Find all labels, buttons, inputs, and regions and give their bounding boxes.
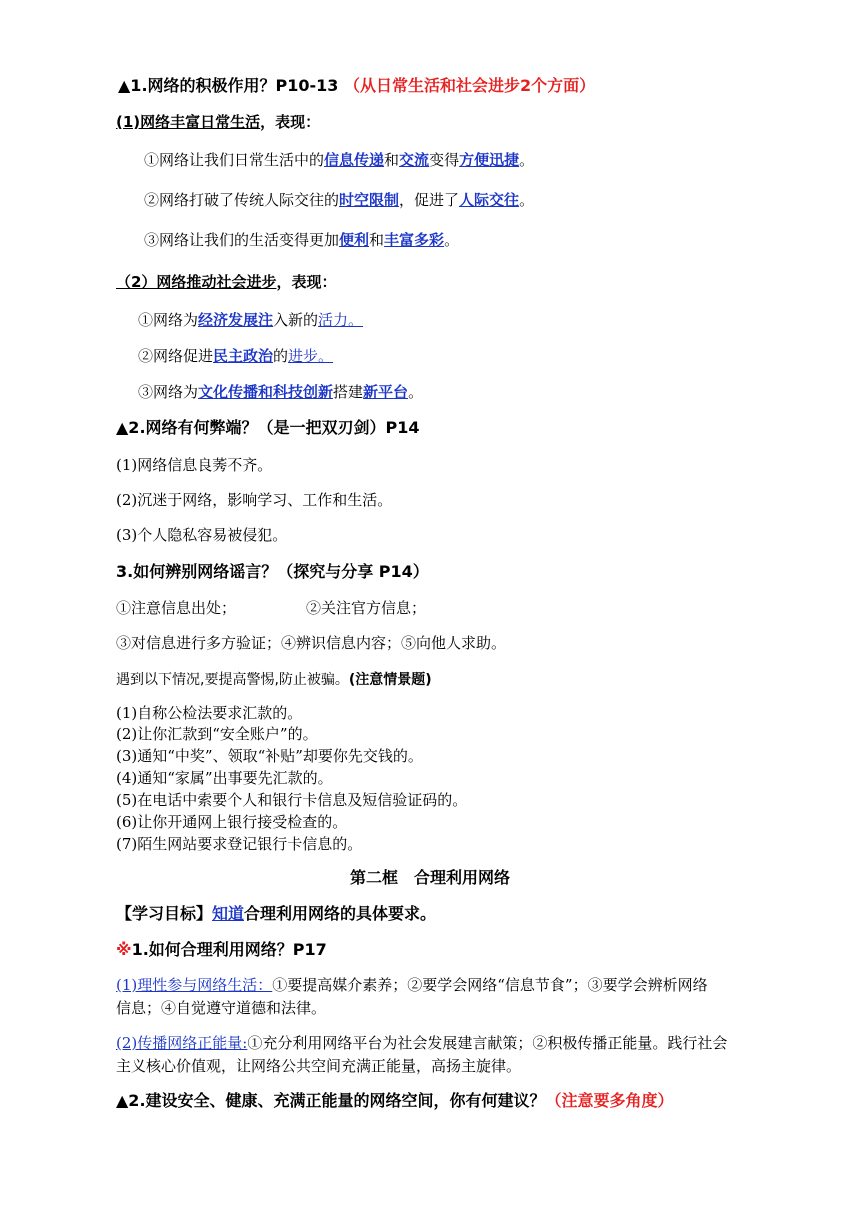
p2-heading: （2）网络推动社会进步，表现： (116, 273, 337, 291)
p2-item-3: ③网络为文化传播和科技创新搭建新平台。 (138, 383, 424, 401)
q1-p1-line2: 信息；④自觉遵守道德和法律。 (116, 999, 327, 1017)
list-item: (3)通知“中奖”、领取“补贴”却要你先交钱的。 (116, 747, 423, 765)
s3-line-1: ①注意信息出处； (116, 599, 237, 617)
list-item: (6)让你开通网上银行接受检查的。 (116, 813, 348, 831)
q2-title: ▲2.建设安全、健康、充满正能量的网络空间，你有何建议？（注意要多角度） (116, 1091, 674, 1110)
section3-title: 3.如何辨别网络谣言？（探究与分享 P14） (116, 562, 429, 581)
s3-line-1b: ②关注官方信息； (306, 599, 427, 617)
s2-item-2: (2)沉迷于网络，影响学习、工作和生活。 (116, 491, 393, 509)
warn-line: 遇到以下情况,要提高警惕,防止被骗。(注意情景题) (116, 672, 432, 688)
section2-title: ▲2.网络有何弊端？（是一把双刃剑）P14 (116, 418, 420, 437)
p1-heading: (1)网络丰富日常生活，表现： (116, 113, 321, 131)
list-item: (7)陌生网站要求登记银行卡信息的。 (116, 835, 363, 853)
section1-title: ▲1.网络的积极作用？P10-13 （从日常生活和社会进步2个方面） (118, 76, 596, 95)
section1-note: （从日常生活和社会进步2个方面） (344, 76, 596, 95)
q1-title: ※1.如何合理利用网络？P17 (116, 940, 327, 959)
list-item: (4)通知“家属”出事要先汇款的。 (116, 769, 333, 787)
p2-item-1: ①网络为经济发展注入新的活力。 (138, 311, 364, 329)
q1-p2-line2: 主义核心价值观，让网络公共空间充满正能量，高扬主旋律。 (116, 1057, 522, 1075)
p1-item-1: ①网络让我们日常生活中的信息传递和交流变得方便迅捷。 (144, 151, 535, 169)
list-item: (2)让你汇款到“安全账户”的。 (116, 725, 318, 743)
learning-goal: 【学习目标】知道合理利用网络的具体要求。 (116, 904, 437, 923)
q1-p1-line1: (1)理性参与网络生活：①要提高媒介素养；②要学会网络“信息节食”；③要学会辨析网络 (116, 976, 708, 994)
p2-item-2: ②网络促进民主政治的进步。 (138, 347, 334, 365)
q1-p2-line1: (2)传播网络正能量:①充分利用网络平台为社会发展建言献策；②积极传播正能量。践行社会 (116, 1034, 728, 1052)
s2-item-3: (3)个人隐私容易被侵犯。 (116, 526, 288, 544)
p1-item-3: ③网络让我们的生活变得更加便利和丰富多彩。 (144, 231, 460, 249)
s3-line-2: ③对信息进行多方验证；④辨识信息内容；⑤向他人求助。 (116, 634, 507, 652)
s2-item-1: (1)网络信息良莠不齐。 (116, 456, 273, 474)
list-item: (5)在电话中索要个人和银行卡信息及短信验证码的。 (116, 791, 468, 809)
list-item: (1)自称公检法要求汇款的。 (116, 704, 303, 722)
p1-item-2: ②网络打破了传统人际交往的时空限制，促进了人际交往。 (144, 191, 535, 209)
frame2-title: 第二框 合理利用网络 (349, 868, 510, 887)
